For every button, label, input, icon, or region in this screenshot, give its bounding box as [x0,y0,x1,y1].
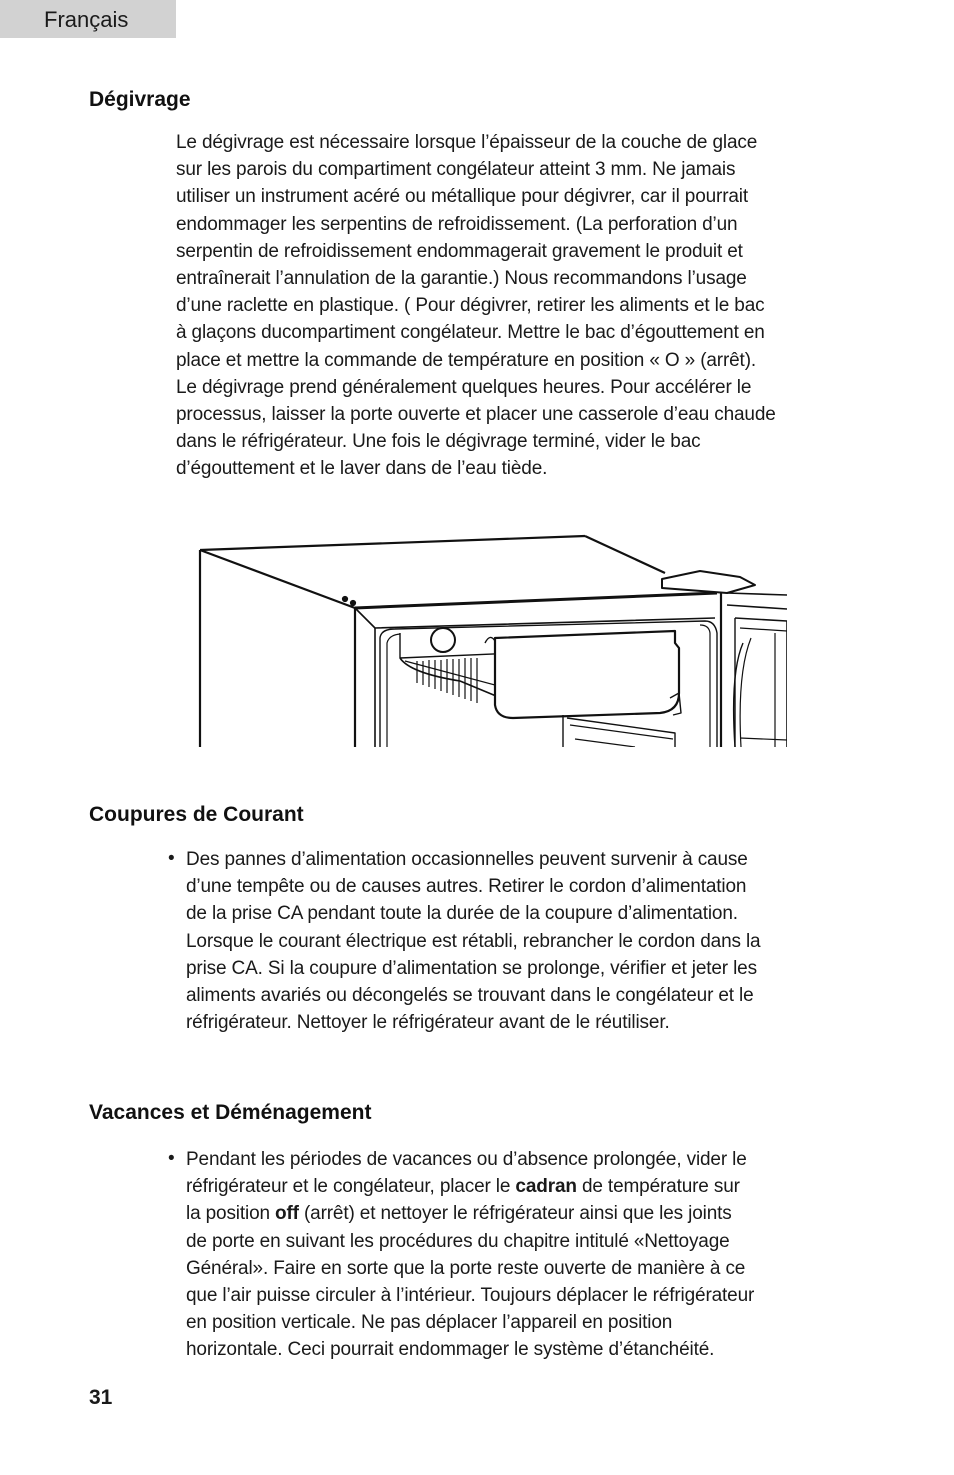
text-line [186,1173,754,1200]
section-heading-power-outage: Coupures de Courant [89,803,304,826]
bullet-marker: • [168,848,175,869]
text-line [186,1200,754,1227]
page-number: 31 [89,1386,113,1409]
vacation-paragraph [186,1146,754,1364]
text-line: dans le réfrigérateur. Une fois le dégivrage terminé, vider le bac [176,431,701,453]
refrigerator-illustration [195,533,787,747]
language-tab [0,0,176,38]
text-line: Pendant les périodes de vacances ou d’absence prolongée, vider le [186,1149,747,1170]
text-run: (arrêt) et nettoyer le réfrigérateur ainsi que les joints [298,1203,732,1225]
text-line: processus, laisser la porte ouverte et placer une casserole d’eau chaude [176,404,776,426]
text-line: horizontale. Ceci pourrait endommager le système d’étanchéité. [186,1339,715,1361]
text-line: endommager les serpentins de refroidissement. (La perforation d’un [176,213,738,235]
text-line: en position verticale. Ne pas déplacer l’appareil en position [186,1312,673,1334]
language-label: Français [44,7,129,32]
text-line: d’une tempête ou de causes autres. Retirer le cordon d’alimentation [186,876,747,898]
text-line: utiliser un instrument acéré ou métallique pour dégivrer, car il pourrait [176,186,749,208]
text-run: la position [186,1203,276,1225]
bullet-marker: • [168,1148,175,1169]
text-line: Général». Faire en sorte que la porte reste ouverte de manière à ce [186,1257,746,1279]
text-line: d’égouttement et le laver dans de l’eau tiède. [176,458,548,480]
defrost-paragraph [176,129,776,483]
emphasis-cadran: cadran [515,1176,577,1198]
text-line: serpentin de refroidissement endommagerait gravement le produit et [176,240,743,262]
text-line: réfrigérateur. Nettoyer le réfrigérateur avant de le réutiliser. [186,1012,670,1034]
text-run: réfrigérateur et le congélateur, placer le [186,1176,516,1198]
section-heading-defrost: Dégivrage [89,88,191,111]
text-line: sur les parois du compartiment congélateur atteint 3 mm. Ne jamais [176,159,736,181]
text-line: entraînerait l’annulation de la garantie.) Nous recommandons l’usage [176,268,747,290]
text-line: que l’air puisse circuler à l’intérieur. Toujours déplacer le réfrigérateur [186,1285,755,1307]
text-line: place et mettre la commande de température en position « O » (arrêt). [176,349,756,371]
text-line: Lorsque le courant électrique est rétabli, rebrancher le cordon dans la [186,930,761,952]
text-line: Le dégivrage est nécessaire lorsque l’épaisseur de la couche de glace [176,132,758,153]
section-heading-vacation-moving: Vacances et Déménagement [89,1101,372,1124]
emphasis-off: off [275,1203,299,1225]
text-line: de la prise CA pendant toute la durée de la coupure d’alimentation. [186,903,738,925]
text-line: à glaçons ducompartiment congélateur. Mettre le bac d’égouttement en [176,322,765,344]
text-run: de température sur [576,1176,740,1198]
text-line: aliments avariés ou décongelés se trouvant dans le congélateur et le [186,985,754,1007]
text-line: d’une raclette en plastique. ( Pour dégivrer, retirer les aliments et le bac [176,295,765,317]
text-line: de porte en suivant les procédures du chapitre intitulé «Nettoyage [186,1230,730,1252]
text-line: Le dégivrage prend généralement quelques heures. Pour accélérer le [176,376,752,398]
text-line: prise CA. Si la coupure d’alimentation se prolonge, vérifier et jeter les [186,957,757,979]
text-line: Des pannes d’alimentation occasionnelles peuvent survenir à cause [186,849,748,870]
power-outage-paragraph [186,846,760,1036]
